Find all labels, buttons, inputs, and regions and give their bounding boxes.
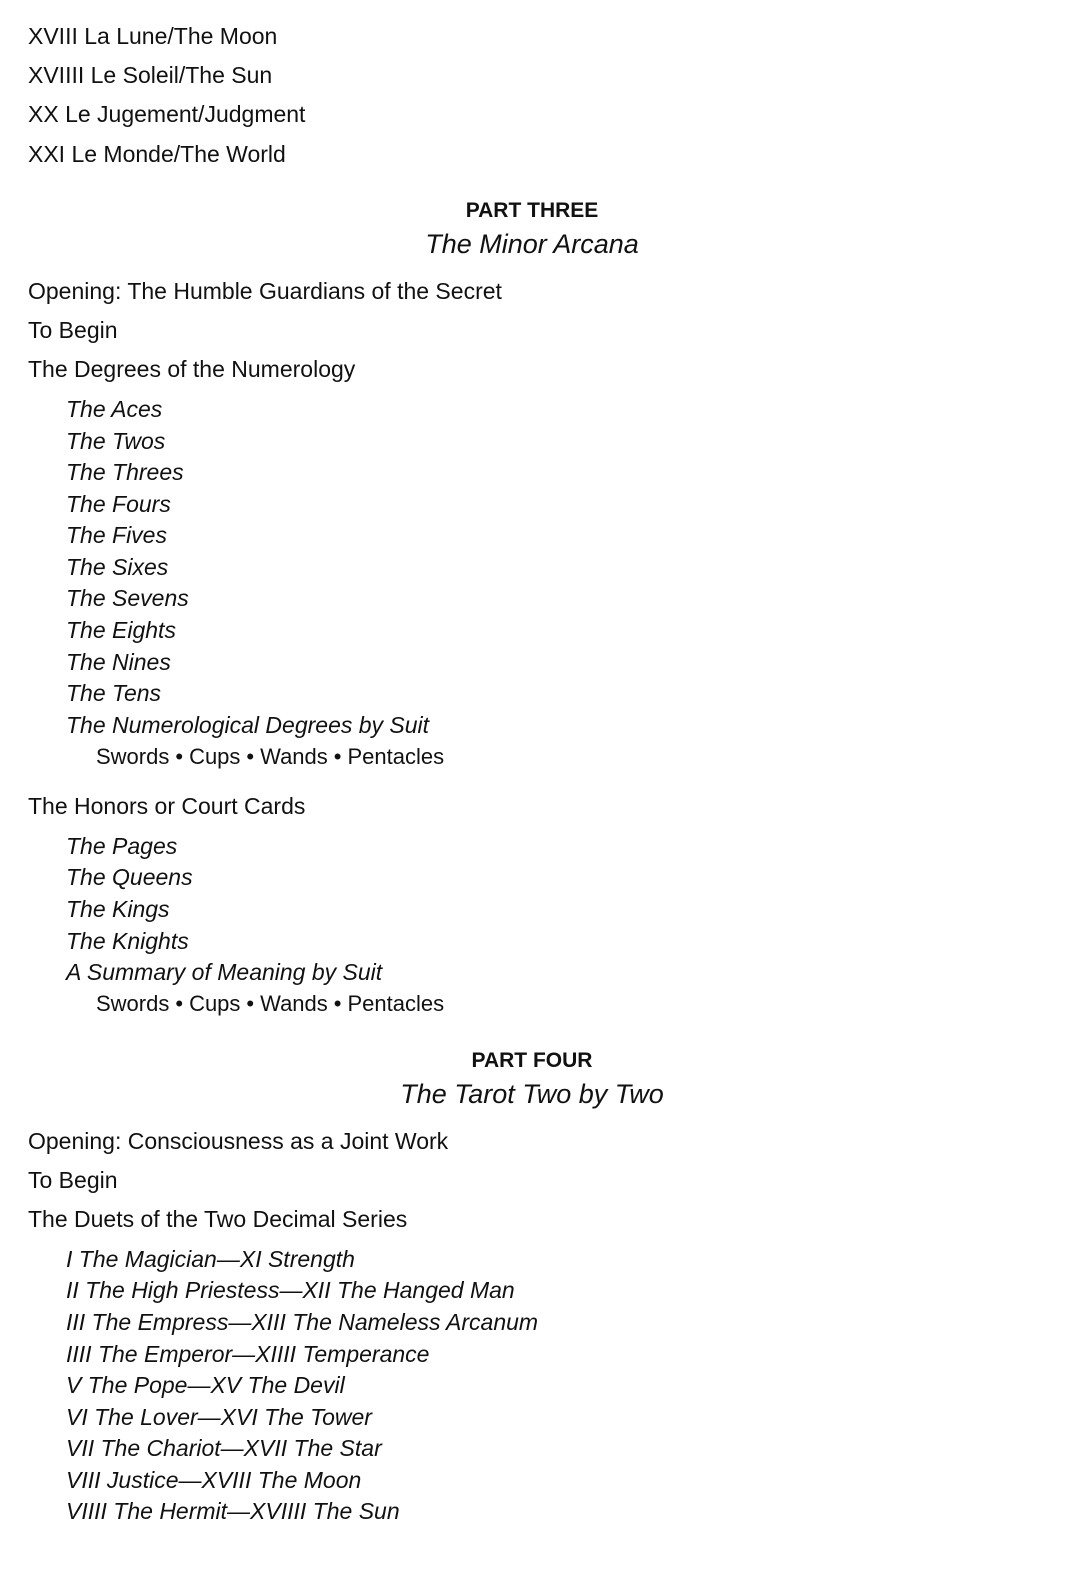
- bullet-separator: •: [333, 744, 342, 769]
- toc-subentry-pages: The Pages: [66, 833, 178, 859]
- toc-entry-le-monde: XXI Le Monde/The World: [28, 141, 286, 167]
- suit-cups: Cups: [189, 744, 241, 769]
- bullet-separator: •: [246, 991, 255, 1016]
- bullet-separator: •: [175, 744, 184, 769]
- toc-entry-to-begin: To Begin: [28, 1167, 118, 1193]
- toc-subentry-duet-6: VI The Lover—XVI The Tower: [66, 1404, 372, 1430]
- part-four-label: PART FOUR: [471, 1049, 593, 1072]
- toc-subentry-threes: The Threes: [66, 459, 184, 485]
- toc-subentry-tens: The Tens: [66, 680, 162, 706]
- part-four-title: The Tarot Two by Two: [400, 1079, 664, 1109]
- bullet-separator: •: [246, 744, 255, 769]
- toc-entry-honors-court-cards: The Honors or Court Cards: [28, 793, 306, 819]
- suit-wands: Wands: [260, 991, 328, 1016]
- toc-subentry-duet-9: VIIII The Hermit—XVIIII The Sun: [66, 1498, 400, 1524]
- toc-entry-la-lune: XVIII La Lune/The Moon: [28, 23, 278, 49]
- toc-subentry-summary-by-suit: A Summary of Meaning by Suit: [66, 959, 383, 985]
- toc-subentry-duet-1: I The Magician—XI Strength: [66, 1246, 355, 1272]
- suits-list: [96, 743, 444, 771]
- toc-subentry-sixes: The Sixes: [66, 554, 169, 580]
- toc-entry-degrees-of-numerology: The Degrees of the Numerology: [28, 356, 356, 382]
- toc-subentry-duet-3: III The Empress—XIII The Nameless Arcanum: [66, 1309, 539, 1335]
- toc-subentry-duet-8: VIII Justice—XVIII The Moon: [66, 1467, 362, 1493]
- suit-swords: Swords: [96, 744, 170, 769]
- toc-subentry-sevens: The Sevens: [66, 585, 189, 611]
- toc-subentry-duet-4: IIII The Emperor—XIIII Temperance: [66, 1341, 430, 1367]
- part-three-label: PART THREE: [465, 199, 599, 222]
- toc-subentry-nines: The Nines: [66, 649, 171, 675]
- toc-subentry-queens: The Queens: [66, 864, 193, 890]
- toc-subentry-kings: The Kings: [66, 896, 170, 922]
- suit-wands: Wands: [260, 744, 328, 769]
- toc-subentry-duet-7: VII The Chariot—XVII The Star: [66, 1435, 382, 1461]
- toc-entry-opening-humble-guardians: Opening: The Humble Guardians of the Secret: [28, 278, 502, 304]
- toc-entry-duets-decimal-series: The Duets of the Two Decimal Series: [28, 1206, 408, 1232]
- toc-subentry-fives: The Fives: [66, 522, 167, 548]
- bullet-separator: •: [333, 991, 342, 1016]
- suits-list: [96, 990, 444, 1018]
- suit-cups: Cups: [189, 991, 241, 1016]
- suit-pentacles: Pentacles: [347, 991, 445, 1016]
- toc-subentry-duet-5: V The Pope—XV The Devil: [66, 1372, 345, 1398]
- toc-subentry-fours: The Fours: [66, 491, 171, 517]
- toc-subentry-aces: The Aces: [66, 396, 163, 422]
- suit-pentacles: Pentacles: [347, 744, 445, 769]
- part-three-title: The Minor Arcana: [425, 229, 639, 259]
- toc-subentry-numerological-degrees-by-suit: The Numerological Degrees by Suit: [66, 712, 430, 738]
- suit-swords: Swords: [96, 991, 170, 1016]
- toc-subentry-eights: The Eights: [66, 617, 176, 643]
- toc-entry-le-soleil: XVIIII Le Soleil/The Sun: [28, 62, 273, 88]
- toc-entry-le-jugement: XX Le Jugement/Judgment: [28, 101, 306, 127]
- toc-subentry-twos: The Twos: [66, 428, 166, 454]
- toc-subentry-duet-2: II The High Priestess—XII The Hanged Man: [66, 1277, 515, 1303]
- toc-entry-to-begin: To Begin: [28, 317, 118, 343]
- toc-entry-opening-consciousness: Opening: Consciousness as a Joint Work: [28, 1128, 449, 1154]
- toc-subentry-knights: The Knights: [66, 928, 189, 954]
- bullet-separator: •: [175, 991, 184, 1016]
